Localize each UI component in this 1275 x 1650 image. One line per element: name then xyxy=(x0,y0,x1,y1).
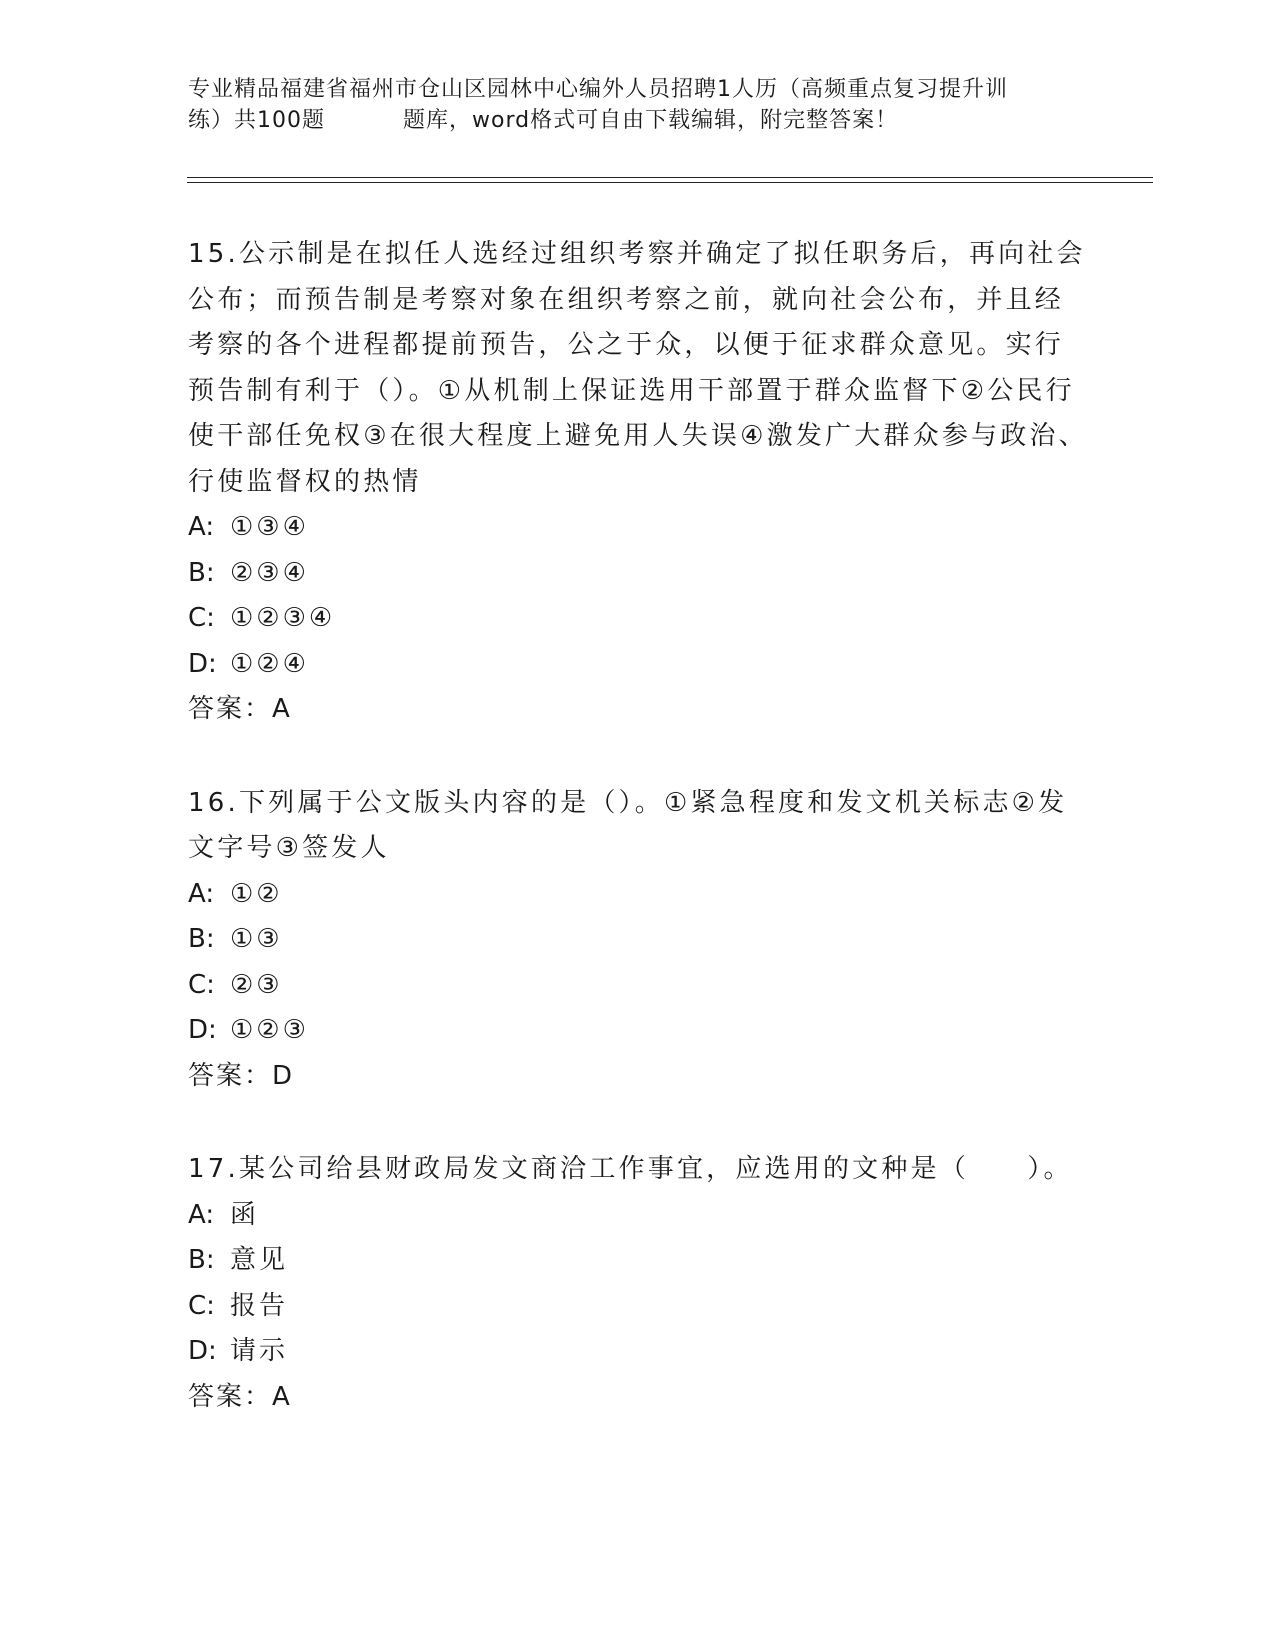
header-divider-top xyxy=(187,177,1153,178)
option-d xyxy=(188,1008,1088,1054)
option-label: A: xyxy=(188,512,215,542)
header-line-1: 专业精品福建省福州市仓山区园林中心编外人员招聘1人历（高频重点复习提升训 xyxy=(188,77,1008,102)
option-label: D: xyxy=(188,1336,217,1366)
option-c xyxy=(188,1284,1088,1330)
option-label: D: xyxy=(188,648,217,679)
header-line-2-part-2: 题库，word格式可自由下载编辑，附完整答案！ xyxy=(403,108,899,133)
question-text: 17.某公司给县财政局发文商洽工作事宜，应选用的文种是（ ）。 xyxy=(188,1154,1073,1184)
question-text: 16.下列属于公文版头内容的是（）。①紧急程度和发文机关标志②发文字号③签发人 xyxy=(188,787,1068,863)
option-label: A: xyxy=(188,1199,215,1230)
option-text: 函 xyxy=(230,1199,260,1230)
option-text: 报告 xyxy=(230,1290,289,1321)
question-spacer xyxy=(188,1099,1088,1147)
option-b xyxy=(188,551,1088,597)
option-a xyxy=(188,1193,1088,1239)
option-text: ②③④ xyxy=(230,557,309,588)
option-label: B: xyxy=(188,924,215,954)
answer-line: 答案：D xyxy=(188,1060,295,1091)
document-header xyxy=(188,74,1088,136)
header-divider-bottom xyxy=(187,182,1153,183)
option-b xyxy=(188,917,1088,963)
option-c xyxy=(188,596,1088,642)
option-label: B: xyxy=(188,1245,215,1275)
question-list xyxy=(188,232,1088,1420)
answer-line: 答案：A xyxy=(188,694,292,724)
question-text: 15.公示制是在拟任人选经过组织考察并确定了拟任职务后，再向社会公布；而预告制是考察对象在组织考察之前，就向社会公布，并且经考察的各个进程都提前预告，公之于众，以便于征求群众意见。实行预告制有利于（）。①从机制上保证选用干部置于群众监督下②公民行使干部任免权③在很大程度上避免用人失误④激发广大群众参与政治、行使监督权的热情 xyxy=(188,239,1088,497)
option-text: ①③④ xyxy=(230,512,309,542)
question-15 xyxy=(188,232,1088,733)
question-17 xyxy=(188,1147,1088,1420)
option-c xyxy=(188,963,1088,1009)
option-text: ①②④ xyxy=(230,648,309,679)
option-text: ①②③④ xyxy=(230,603,336,633)
option-label: B: xyxy=(188,557,215,588)
option-text: 意见 xyxy=(230,1245,289,1275)
option-a xyxy=(188,505,1088,551)
option-d xyxy=(188,1329,1088,1375)
option-text: ①② xyxy=(230,878,283,909)
option-b xyxy=(188,1238,1088,1284)
header-line-2-part-1: 练）共100题 xyxy=(188,108,325,133)
option-text: ②③ xyxy=(230,969,283,1000)
option-text: ①③ xyxy=(230,924,283,954)
option-d xyxy=(188,642,1088,688)
option-label: C: xyxy=(188,603,215,633)
option-label: C: xyxy=(188,969,215,1000)
question-16 xyxy=(188,781,1088,1100)
answer-line: 答案：A xyxy=(188,1381,292,1412)
option-label: D: xyxy=(188,1015,217,1045)
header-line-2 xyxy=(188,105,1088,136)
option-text: ①②③ xyxy=(230,1015,309,1045)
question-spacer xyxy=(188,733,1088,781)
option-label: C: xyxy=(188,1290,215,1321)
option-text: 请示 xyxy=(230,1336,289,1366)
option-a xyxy=(188,872,1088,918)
option-label: A: xyxy=(188,878,215,909)
